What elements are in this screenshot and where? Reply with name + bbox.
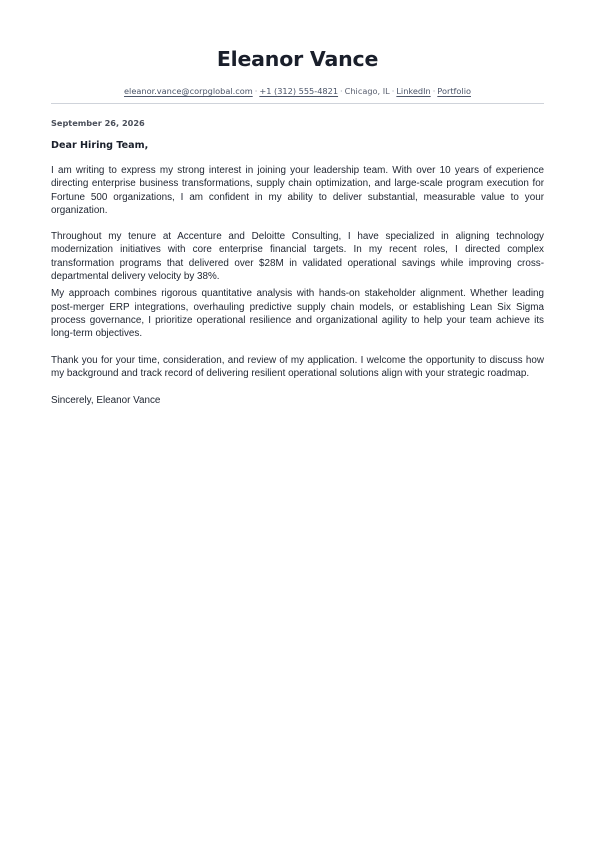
body-paragraph-3: My approach combines rigorous quantitative analysis with hands-on stakeholder alignment. Whether leading post-merger ERP integrations, overhauling predictive supply chain models, or establishing Lean Six Sigma process governance, I prioritize operational resilience and organizational agility to help your team achieve its long-term objectives. — [51, 288, 544, 340]
letter-date: September 26, 2026 — [51, 118, 145, 128]
closing-signature: Sincerely, Eleanor Vance — [51, 395, 161, 407]
applicant-name: Eleanor Vance — [216, 47, 379, 71]
separator: · — [254, 86, 258, 96]
contact-line — [51, 85, 544, 97]
linkedin-link[interactable]: LinkedIn — [396, 86, 431, 96]
separator: · — [391, 86, 395, 96]
separator: · — [432, 86, 436, 96]
phone-link[interactable]: +1 (312) 555-4821 — [259, 86, 339, 96]
location-text: Chicago, IL — [344, 86, 390, 96]
portfolio-link[interactable]: Portfolio — [437, 86, 471, 96]
email-link[interactable]: eleanor.vance@corpglobal.com — [124, 86, 253, 96]
body-paragraph-1: I am writing to express my strong interest in joining your leadership team. With over 10 years of experience directing enterprise business transformations, supply chain optimization, and large-scale program execution for Fortune 500 organizations, I am confident in my ability to deliver substantial, measurable value to your organization. — [51, 165, 544, 216]
body-paragraph-2: Throughout my tenure at Accenture and Deloitte Consulting, I have specialized in aligning technology modernization initiatives with core enterprise financial targets. In my recent roles, I directed complex transformation programs that delivered over $28M in validated operational savings while improving cross-departmental delivery velocity by 38%. — [51, 231, 544, 283]
body-paragraph-4: Thank you for your time, consideration, and review of my application. I welcome the opportunity to discuss how my background and track record of delivering resilient operational solutions align with your strategic roadmap. — [51, 354, 544, 379]
header-divider — [51, 103, 544, 104]
salutation: Dear Hiring Team, — [51, 140, 149, 151]
separator: · — [340, 86, 343, 96]
